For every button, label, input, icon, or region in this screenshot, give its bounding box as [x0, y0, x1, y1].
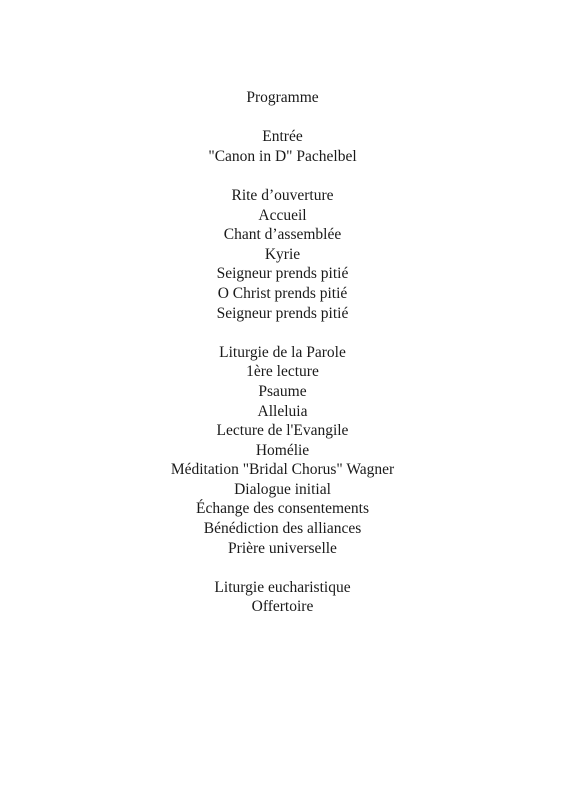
- program-item: Bénédiction des alliances: [203, 520, 362, 538]
- section-rite-ouverture: [0, 186, 565, 323]
- section-heading: Liturgie eucharistique: [214, 578, 351, 596]
- page-title: Programme: [246, 89, 319, 106]
- program-item: Échange des consentements: [195, 500, 370, 518]
- section-liturgie-parole: [0, 343, 565, 559]
- section-liturgie-eucharistique: [0, 578, 565, 617]
- program-item: Lecture de l'Evangile: [216, 422, 349, 440]
- program-item: Prière universelle: [228, 539, 337, 557]
- program-item: Offertoire: [251, 598, 314, 616]
- program-item: Alleluia: [257, 402, 308, 420]
- section-heading: Rite d’ouverture: [231, 186, 334, 204]
- program-item: Dialogue initial: [234, 480, 331, 498]
- program-item: 1ère lecture: [246, 363, 319, 381]
- program-item: Kyrie: [264, 245, 301, 263]
- program-item: Seigneur prends pitié: [216, 304, 349, 322]
- program-item: Méditation "Bridal Chorus" Wagner: [170, 461, 395, 479]
- program-item: Chant d’assemblée: [223, 226, 342, 244]
- section-entree: [0, 127, 565, 166]
- program-item: Accueil: [258, 206, 307, 224]
- section-heading: Liturgie de la Parole: [219, 343, 346, 361]
- program-item: Homélie: [255, 441, 310, 459]
- programme-content: [0, 88, 565, 637]
- section-heading: Entrée: [262, 128, 303, 146]
- program-item: O Christ prends pitié: [217, 284, 348, 302]
- program-item: Psaume: [258, 382, 307, 400]
- program-item: "Canon in D" Pachelbel: [208, 147, 357, 165]
- program-item: Seigneur prends pitié: [216, 265, 349, 283]
